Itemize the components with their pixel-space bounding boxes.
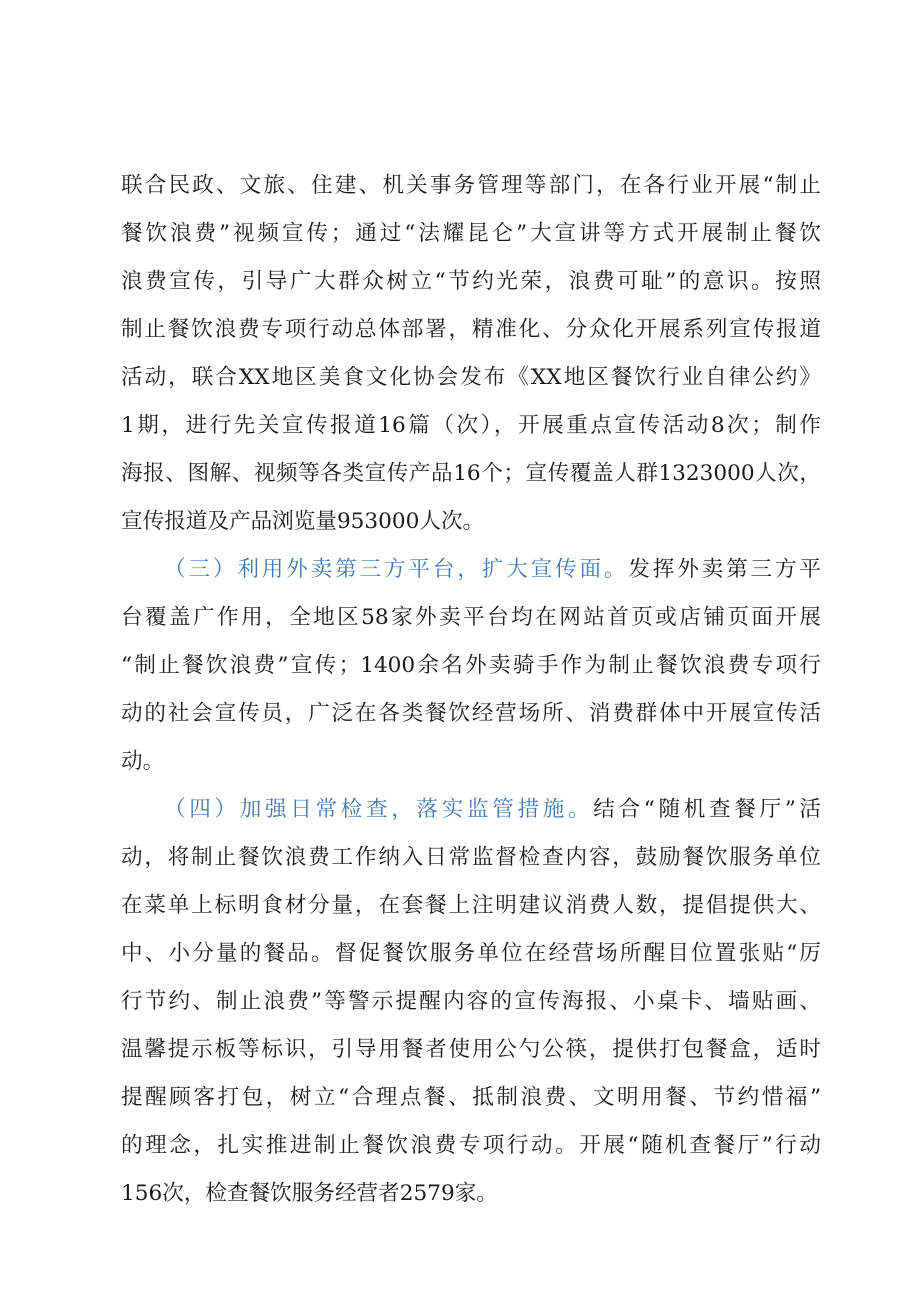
- section-heading: （三）利用外卖第三方平台，扩大宣传面。: [164, 557, 629, 582]
- paragraph-line: 动，将制止餐饮浪费工作纳入日常监督检查内容，鼓励餐饮服务单位: [121, 845, 821, 870]
- paragraph-first-line: [164, 550, 821, 590]
- paragraph-line: 156次，检查餐饮服务经营者2579家。: [121, 1181, 498, 1206]
- paragraph-line: 活动，联合XX地区美食文化协会发布《XX地区餐饮行业自律公约》: [121, 365, 821, 390]
- paragraph-line: 1期，进行先关宣传报道16篇（次），开展重点宣传活动8次；制作: [121, 413, 821, 438]
- paragraph-line: 行节约、制止浪费”等警示提醒内容的宣传海报、小桌卡、墙贴画、: [121, 989, 821, 1014]
- paragraph-line: 台覆盖广作用，全地区58家外卖平台均在网站首页或店铺页面开展: [121, 605, 821, 630]
- paragraph-line: 制止餐饮浪费专项行动总体部署，精准化、分众化开展系列宣传报道: [121, 317, 821, 342]
- paragraph-line: 动的社会宣传员，广泛在各类餐饮经营场所、消费群体中开展宣传活: [121, 701, 821, 726]
- paragraph-line: 提醒顾客打包，树立“合理点餐、抵制浪费、文明用餐、节约惜福”: [121, 1085, 821, 1110]
- paragraph-line: 中、小分量的餐品。督促餐饮服务单位在经营场所醒目位置张贴“厉: [121, 941, 821, 966]
- paragraph-line: “制止餐饮浪费”宣传；1400余名外卖骑手作为制止餐饮浪费专项行: [121, 653, 821, 678]
- paragraph-line: 宣传报道及产品浏览量953000人次。: [121, 509, 485, 534]
- paragraph-text: 结合“随机查餐厅”活: [593, 797, 821, 822]
- paragraph-first-line: [164, 790, 821, 830]
- paragraph-line: 动。: [121, 749, 165, 774]
- section-heading: （四）加强日常检查，落实监管措施。: [164, 797, 594, 822]
- paragraph-text: 发挥外卖第三方平: [628, 557, 821, 582]
- paragraph-line: 餐饮浪费”视频宣传；通过“法耀昆仑”大宣讲等方式开展制止餐饮: [121, 221, 821, 246]
- paragraph-line: 浪费宣传，引导广大群众树立“节约光荣，浪费可耻”的意识。按照: [121, 269, 821, 294]
- paragraph-line: 的理念，扎实推进制止餐饮浪费专项行动。开展“随机查餐厅”行动: [121, 1133, 821, 1158]
- paragraph-line: 海报、图解、视频等各类宣传产品16个；宣传覆盖人群1323000人次，: [121, 461, 821, 486]
- paragraph-line: 温馨提示板等标识，引导用餐者使用公勺公筷，提供打包餐盒，适时: [121, 1037, 821, 1062]
- paragraph-line: 在菜单上标明食材分量，在套餐上注明建议消费人数，提倡提供大、: [121, 893, 821, 918]
- paragraph-line: 联合民政、文旅、住建、机关事务管理等部门，在各行业开展“制止: [121, 173, 821, 198]
